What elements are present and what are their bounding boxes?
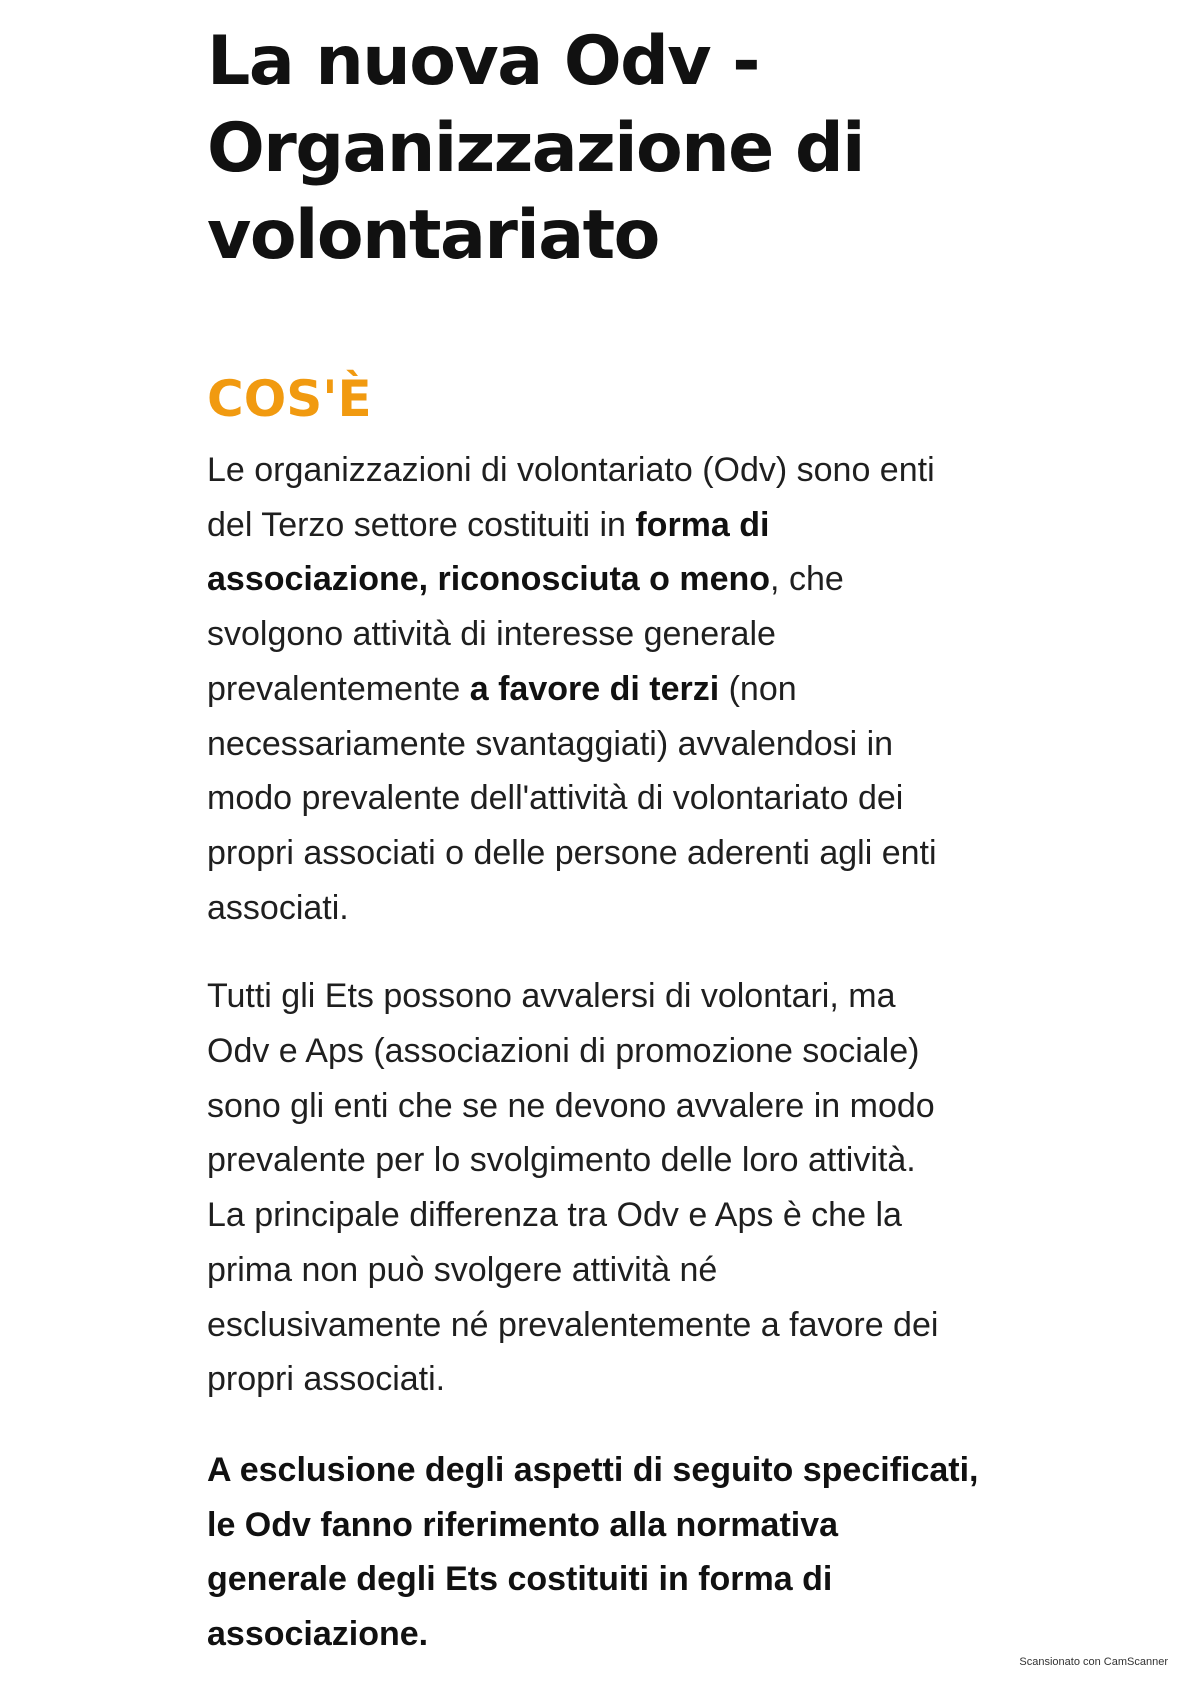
bold-span: associazione, riconosciuta o meno <box>207 560 771 599</box>
text-line: Le organizzazioni di volontariato (Odv) sono enti <box>207 451 935 489</box>
paragraph-normative <box>207 1443 1007 1662</box>
text-line: associazione. <box>207 1615 429 1654</box>
text-line: prevalente per lo svolgimento delle loro attività. <box>207 1141 916 1180</box>
text-line: esclusivamente né prevalentemente a favore dei <box>207 1305 939 1344</box>
text-line: La principale differenza tra Odv e Aps è che la <box>207 1196 902 1235</box>
text-line: prima non può svolgere attività né <box>207 1250 718 1289</box>
text-line <box>207 552 1007 607</box>
text-line: propri associati o delle persone aderenti agli enti <box>207 833 937 872</box>
text-line: svolgono attività di interesse generale <box>207 615 776 654</box>
page-title <box>207 18 1007 279</box>
text-line <box>207 662 1007 717</box>
title-line: volontariato <box>207 196 659 275</box>
title-line: La nuova Odv - <box>207 22 760 101</box>
text-span: prevalentemente <box>207 669 470 708</box>
text-line <box>207 498 1007 553</box>
text-line: associati. <box>207 888 349 927</box>
text-line: Odv e Aps (associazioni di promozione sociale) <box>207 1032 920 1071</box>
bold-span: a favore di terzi <box>469 669 720 708</box>
text-line: sono gli enti che se ne devono avvalere in modo <box>207 1086 935 1125</box>
text-line: le Odv fanno riferimento alla normativa <box>207 1505 839 1544</box>
text-line: A esclusione degli aspetti di seguito specificati, <box>207 1450 979 1489</box>
section-heading: COS'È <box>207 370 372 428</box>
bold-span: forma di <box>635 505 770 544</box>
paragraph-definition <box>207 443 1007 935</box>
text-span: del Terzo settore costituiti in <box>207 505 636 544</box>
text-line: generale degli Ets costituiti in forma di <box>207 1560 833 1599</box>
article <box>207 0 1007 1662</box>
text-line: modo prevalente dell'attività di volontariato dei <box>207 779 904 818</box>
text-line: necessariamente svantaggiati) avvalendosi in <box>207 724 894 763</box>
paragraph-volunteers <box>207 969 1007 1407</box>
text-span: , che <box>770 560 844 599</box>
text-span: (non <box>719 669 797 708</box>
title-line: Organizzazione di <box>207 109 864 188</box>
scanner-watermark: Scansionato con CamScanner <box>1019 1656 1168 1668</box>
text-line: propri associati. <box>207 1360 446 1399</box>
text-line: Tutti gli Ets possono avvalersi di volontari, ma <box>207 977 896 1016</box>
